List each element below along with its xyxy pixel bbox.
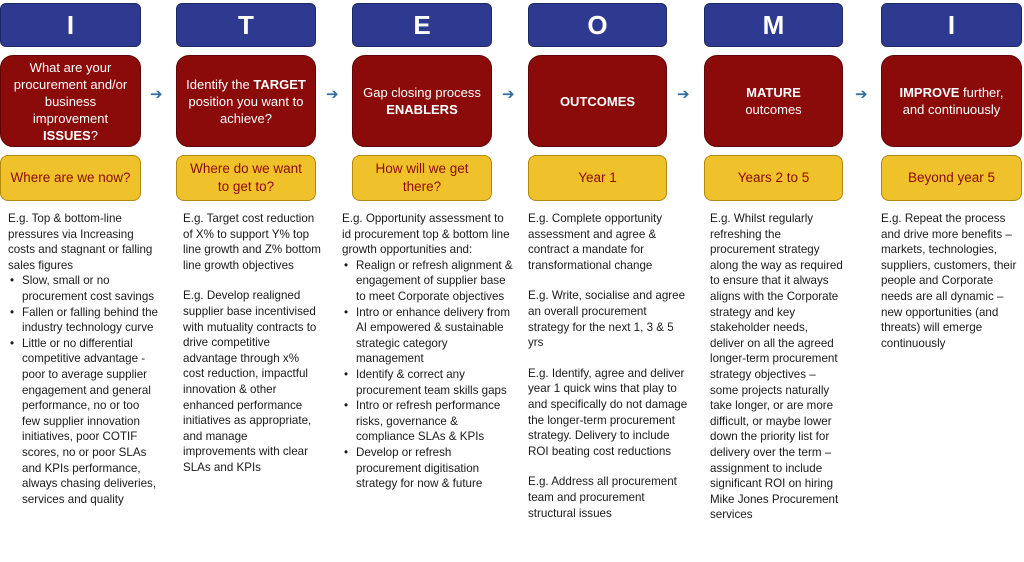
when-box-enablers: How will we get there?: [352, 155, 492, 201]
bullet-item: • Develop or refresh procurement digitisation strategy for now & future: [356, 445, 515, 492]
body-paragraph: E.g. Identify, agree and deliver year 1 quick wins that play to and specifically do not damage the longer-term procurement strategy. Delivery to include ROI beating cost reductions: [528, 366, 688, 458]
body-paragraph: E.g. Whilst regularly refreshing the procurement strategy along the way as required to ensure that it always aligns with the Corporate strategy and key stakeholder needs, deliver on all the agreed longer-term procurement strategy objectives – some projects naturally take longer, or are more difficult, or maybe lower down the priority list for delivery over the term – assignment to include significant ROI on hiring Mike Jones Procurement services: [710, 212, 843, 522]
column-body-target: [183, 211, 323, 491]
when-box-years2to5: Years 2 to 5: [704, 155, 843, 201]
letter-box-e: E: [352, 3, 492, 47]
stage-box-target: [176, 55, 316, 147]
arrow-right-icon: ➔: [502, 86, 515, 103]
bullet-item: • Slow, small or no procurement cost savings: [22, 273, 158, 304]
stage-text: What are your procurement and/or business improvement ISSUES?: [13, 59, 128, 143]
arrow-right-icon: ➔: [150, 86, 163, 103]
column-body-improve: [881, 211, 1019, 366]
body-paragraph: E.g. Write, socialise and agree an overall procurement strategy for the next 1, 3 & 5 yrs: [528, 289, 686, 350]
stage-text: Identify the TARGET position you want to achieve?: [186, 76, 306, 126]
stage-box-outcomes: [528, 55, 667, 147]
body-paragraph: E.g. Top & bottom-line pressures via Increasing costs and stagnant or falling sales figures: [8, 212, 153, 272]
column-body-outcomes: [528, 211, 688, 536]
bullet-item: • Intro or enhance delivery from AI empowered & sustainable strategic category management: [356, 305, 515, 367]
when-box-target: Where do we want to get to?: [176, 155, 316, 201]
bullet-item: • Fallen or falling behind the industry technology curve: [22, 305, 158, 336]
bullet-item: • Realign or refresh alignment & engagement of supplier base to meet Corporate objectives: [356, 258, 515, 305]
stage-text: Gap closing process ENABLERS: [363, 85, 481, 117]
body-paragraph: E.g. Address all procurement team and procurement structural issues: [528, 475, 677, 520]
bullet-list: [8, 273, 158, 507]
when-box-beyond: Beyond year 5: [881, 155, 1022, 201]
bullet-item: • Little or no differential competitive advantage - poor to average supplier engagement and general performance, no or too few supplier innovation initiatives, poor COTIF scores, no or poor SLAs and KPIs performance, always chasing deliveries, services and quality: [22, 336, 158, 508]
stage-box-improve: [881, 55, 1022, 147]
when-box-year1: Year 1: [528, 155, 667, 201]
body-paragraph: E.g. Repeat the process and drive more benefits – markets, technologies, suppliers, customers, their people and Corporate needs are all dynamic – new opportunities (and threats) will emerge continuously: [881, 212, 1017, 350]
column-body-enablers: [342, 211, 515, 492]
stage-text: MATURE outcomes: [745, 85, 802, 117]
bullet-item: • Identify & correct any procurement team skills gaps: [356, 367, 515, 398]
when-box-now: Where are we now?: [0, 155, 141, 201]
arrow-right-icon: ➔: [326, 86, 339, 103]
stage-text: OUTCOMES: [559, 93, 636, 109]
body-paragraph: E.g. Develop realigned supplier base incentivised with mutuality contracts to drive competitive advantage through x% cost reduction, impactful innovation & other enhanced performance initiatives as appropriate, and manage improvements with clear SLAs and KPIs: [183, 289, 317, 474]
bullet-item: • Intro or refresh performance risks, governance & compliance SLAs & KPIs: [356, 398, 515, 445]
body-paragraph: E.g. Opportunity assessment to id procurement top & bottom line growth opportunities and:: [342, 212, 510, 257]
letter-box-i: I: [0, 3, 141, 47]
stage-box-mature: [704, 55, 843, 147]
letter-box-o: O: [528, 3, 667, 47]
bullet-list: [342, 258, 515, 492]
arrow-right-icon: ➔: [855, 86, 868, 103]
body-paragraph: E.g. Target cost reduction of X% to support Y% top line growth and Z% bottom line growth objectives: [183, 212, 321, 272]
arrow-right-icon: ➔: [677, 86, 690, 103]
column-body-mature: [710, 211, 845, 538]
letter-box-t: T: [176, 3, 316, 47]
letter-box-i-improve: I: [881, 3, 1022, 47]
stage-text: IMPROVE further, and continuously: [899, 85, 1004, 117]
column-body-issues: [8, 211, 158, 507]
stage-box-issues: [0, 55, 141, 147]
body-paragraph: E.g. Complete opportunity assessment and agree & contract a mandate for transformational change: [528, 212, 663, 272]
stage-box-enablers: [352, 55, 492, 147]
letter-box-m: M: [704, 3, 843, 47]
